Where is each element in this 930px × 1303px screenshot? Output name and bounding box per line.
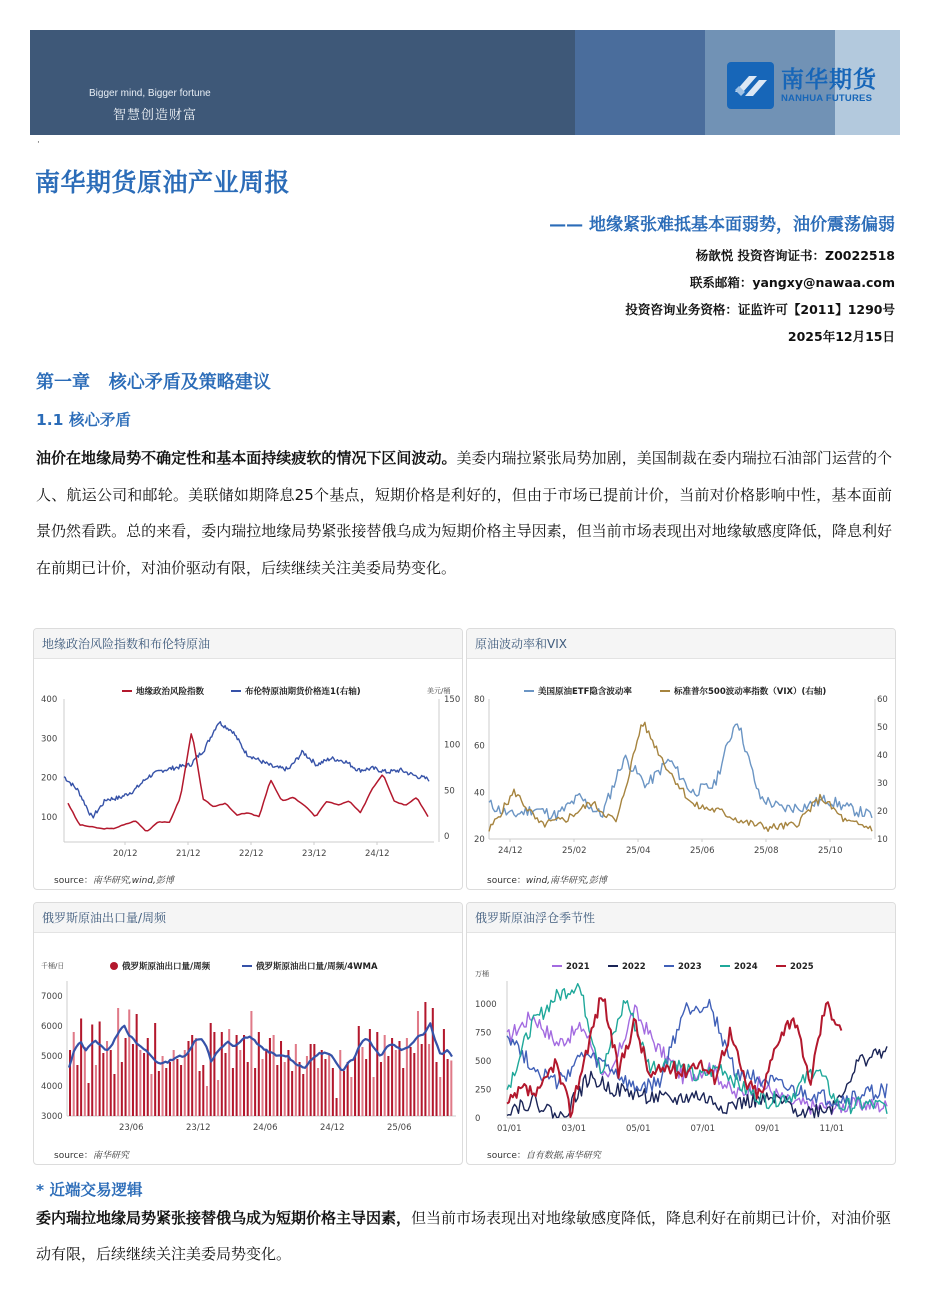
svg-text:30: 30 [877, 779, 888, 789]
svg-text:25/10: 25/10 [818, 846, 843, 856]
svg-text:万桶: 万桶 [475, 970, 489, 978]
svg-text:750: 750 [475, 1028, 492, 1039]
svg-text:3000: 3000 [41, 1112, 63, 1122]
source-label: source： [54, 876, 93, 886]
chart-title: 俄罗斯原油浮仓季节性 [467, 903, 895, 933]
svg-text:23/06: 23/06 [119, 1123, 144, 1133]
svg-text:50: 50 [444, 786, 455, 797]
near-term-heading: * 近端交易逻辑 [36, 1181, 143, 1199]
chart-source [54, 873, 174, 886]
svg-text:标准普尔500波动率指数（VIX）(右轴): 标准普尔500波动率指数（VIX）(右轴) [674, 687, 827, 697]
svg-text:0: 0 [475, 1114, 481, 1124]
svg-text:25/06: 25/06 [690, 846, 715, 856]
chart-volatility-vix [467, 659, 896, 859]
near-term-lead: 委内瑞拉地缘局势紧张接替俄乌成为短期价格主导因素， [36, 1209, 412, 1227]
svg-text:09/01: 09/01 [755, 1124, 780, 1133]
core-paragraph-lead: 油价在地缘局势不确定性和基本面持续疲软的情况下区间波动。 [36, 449, 457, 467]
svg-text:24/12: 24/12 [365, 849, 390, 859]
svg-text:22/12: 22/12 [239, 849, 264, 859]
source-value: 南华研究 [92, 1151, 129, 1161]
svg-text:美国原油ETF隐含波动率: 美国原油ETF隐含波动率 [538, 687, 632, 697]
contact-email: 联系邮箱：yangxy@nawaa.com [689, 275, 895, 290]
svg-text:千桶/日: 千桶/日 [41, 962, 65, 970]
svg-text:美元/桶: 美元/桶 [427, 687, 451, 695]
svg-text:500: 500 [475, 1056, 492, 1067]
svg-text:150: 150 [444, 695, 461, 705]
report-date: 2025年12月15日 [787, 329, 895, 344]
chart-floating-storage [467, 933, 896, 1133]
svg-text:11/01: 11/01 [819, 1124, 844, 1133]
report-subtitle: —— 地缘紧张难抵基本面弱势，油价震荡偏弱 [549, 215, 895, 235]
svg-text:40: 40 [474, 788, 485, 799]
svg-text:10: 10 [877, 835, 888, 845]
logo-mark-icon [727, 62, 774, 109]
svg-text:250: 250 [475, 1085, 492, 1096]
svg-text:07/01: 07/01 [690, 1124, 715, 1133]
svg-text:地缘政治风险指数: 地缘政治风险指数 [136, 687, 205, 697]
svg-text:24/12: 24/12 [498, 846, 523, 856]
svg-text:俄罗斯原油出口量/周频: 俄罗斯原油出口量/周频 [122, 962, 211, 972]
near-term-paragraph [36, 1200, 892, 1272]
chart-russia-exports [34, 933, 463, 1133]
svg-text:25/08: 25/08 [754, 846, 779, 856]
svg-text:20: 20 [877, 807, 888, 817]
core-paragraph [36, 440, 892, 586]
dot-marker: · [37, 138, 40, 148]
banner-band [575, 30, 705, 135]
svg-text:80: 80 [474, 695, 485, 705]
svg-text:20: 20 [474, 835, 485, 845]
svg-text:40: 40 [877, 751, 888, 761]
header-banner [30, 30, 900, 135]
svg-text:6000: 6000 [41, 1022, 63, 1032]
near-term-body: 但当前市场表现出对地缘敏感度降低，降息利好在前期已计价，对油价驱动有限，后续继续关注美委局势变化。 [36, 1209, 892, 1263]
source-label: source： [487, 1151, 526, 1161]
chart-geopolitical-brent [34, 659, 463, 859]
chart-card-volatility-vix [466, 628, 896, 890]
chart-source [54, 1148, 129, 1161]
svg-text:25/06: 25/06 [387, 1123, 412, 1133]
svg-text:01/01: 01/01 [497, 1124, 522, 1133]
chart-title: 原油波动率和VIX [467, 629, 895, 659]
company-logo [727, 62, 877, 109]
svg-text:05/01: 05/01 [626, 1124, 651, 1133]
slogan-en: Bigger mind, Bigger fortune [89, 88, 211, 99]
svg-text:2024: 2024 [734, 962, 758, 972]
svg-text:21/12: 21/12 [176, 849, 201, 859]
svg-text:300: 300 [41, 734, 58, 745]
chart-card-floating-storage [466, 902, 896, 1165]
section-heading: 1.1 核心矛盾 [36, 411, 131, 429]
svg-text:2021: 2021 [566, 962, 590, 972]
chart-source [487, 1148, 601, 1161]
source-label: source： [54, 1151, 93, 1161]
svg-text:24/06: 24/06 [253, 1123, 278, 1133]
svg-text:60: 60 [877, 695, 888, 705]
source-label: source： [487, 876, 526, 886]
svg-text:03/01: 03/01 [561, 1124, 586, 1133]
svg-text:5000: 5000 [41, 1052, 63, 1062]
svg-text:25/04: 25/04 [626, 846, 651, 856]
svg-text:0: 0 [444, 832, 450, 842]
svg-text:1000: 1000 [475, 999, 497, 1010]
svg-text:布伦特原油期货价格连1(右轴): 布伦特原油期货价格连1(右轴) [245, 687, 361, 697]
svg-text:7000: 7000 [41, 992, 63, 1002]
logo-cn: 南华期货 [781, 67, 877, 93]
svg-text:24/12: 24/12 [320, 1123, 345, 1133]
source-value: 南华研究,wind,彭博 [92, 876, 174, 886]
chapter-heading: 第一章 核心矛盾及策略建议 [36, 372, 271, 393]
source-value: wind,南华研究,彭博 [525, 876, 607, 886]
svg-text:4000: 4000 [41, 1082, 63, 1092]
svg-text:23/12: 23/12 [302, 849, 327, 859]
core-paragraph-body: 美委内瑞拉紧张局势加剧，美国制裁在委内瑞拉石油部门运营的个人、航运公司和邮轮。美联储如期降息25个基点，短期价格是利好的，但由于市场已提前计价，当前对价格影响中性，基本面前景仍然看跌。总的来看，委内瑞拉地缘局势紧张接替俄乌成为短期价格主导因素，但当前市场表现出对地缘敏感度降低，降息利好在前期已计价，对油价驱动有限，后续继续关注美委局势变化。 [36, 449, 892, 577]
slogan-cn: 智慧创造财富 [113, 108, 198, 123]
svg-text:23/12: 23/12 [186, 1123, 211, 1133]
svg-text:2025: 2025 [790, 962, 814, 972]
chart-title: 俄罗斯原油出口量/周频 [34, 903, 462, 933]
svg-text:2023: 2023 [678, 962, 702, 972]
svg-text:100: 100 [41, 812, 58, 823]
chart-source [487, 873, 607, 886]
license-info: 投资咨询业务资格：证监许可【2011】1290号 [625, 302, 895, 317]
analyst-info: 杨歆悦 投资咨询证书：Z0022518 [695, 248, 895, 263]
chart-card-russia-exports [33, 902, 463, 1165]
logo-en: NANHUA FUTURES [781, 93, 873, 104]
svg-text:50: 50 [877, 723, 888, 733]
report-title: 南华期货原油产业周报 [35, 168, 291, 197]
chart-card-geopolitical-brent [33, 628, 463, 890]
svg-text:100: 100 [444, 740, 461, 751]
svg-text:400: 400 [41, 695, 58, 705]
svg-text:20/12: 20/12 [113, 849, 138, 859]
svg-text:200: 200 [41, 773, 58, 784]
svg-text:60: 60 [474, 741, 485, 752]
svg-text:25/02: 25/02 [562, 846, 587, 856]
svg-text:2022: 2022 [622, 962, 646, 972]
svg-text:俄罗斯原油出口量/周频/4WMA: 俄罗斯原油出口量/周频/4WMA [256, 962, 378, 972]
chart-title: 地缘政治风险指数和布伦特原油 [34, 629, 462, 659]
source-value: 自有数据,南华研究 [525, 1151, 601, 1161]
